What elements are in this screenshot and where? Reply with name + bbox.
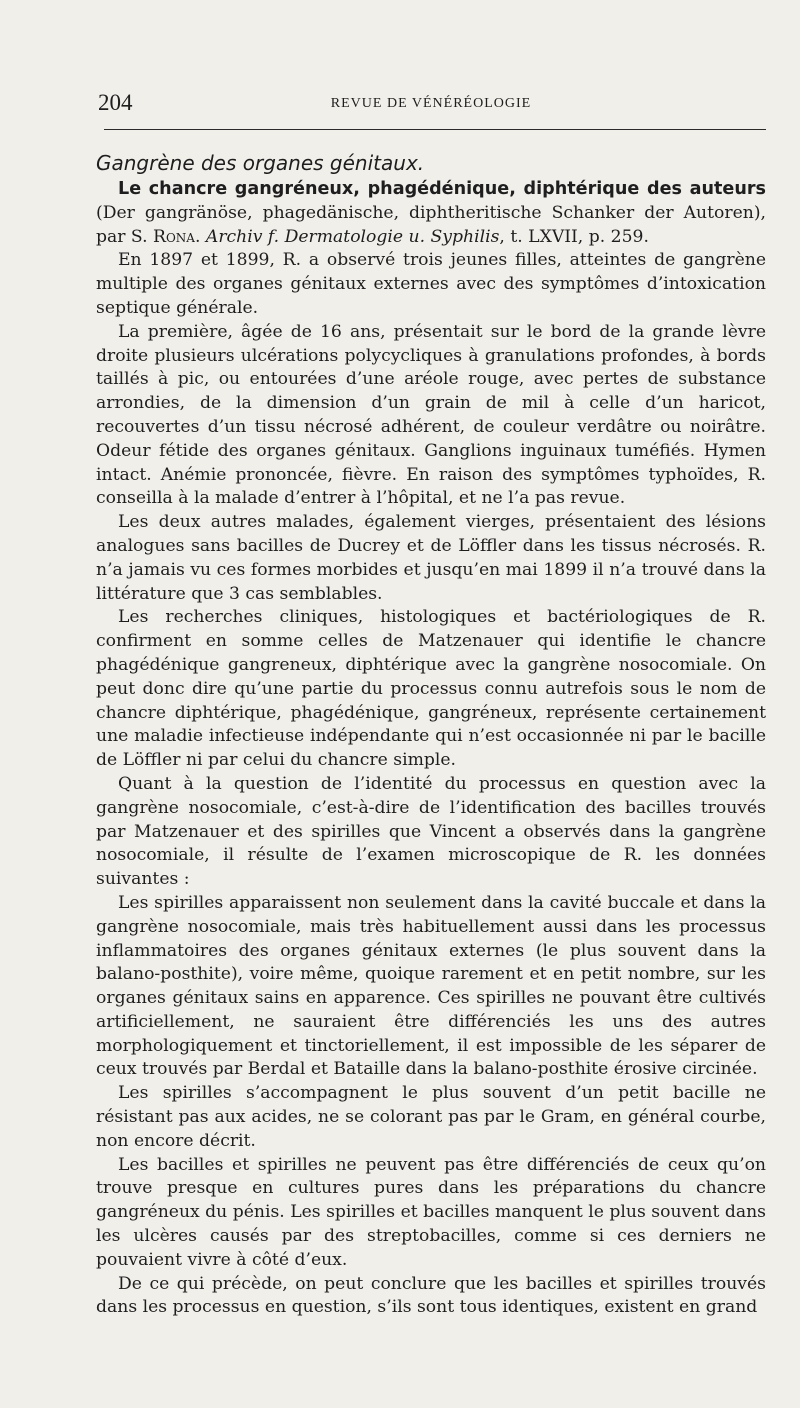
paragraph: Les spirilles s’accompagnent le plus souvent d’un petit bacille ne résistant pas aux acides, ne se colorant pas par le Gram, en général courbe, non encore décrit. <box>96 1083 766 1151</box>
header-rule <box>104 129 766 130</box>
reference-entry <box>96 178 766 249</box>
journal-name: Archiv f. Dermatologie u. Syphilis <box>205 226 500 247</box>
page-number: 204 <box>98 90 133 115</box>
paragraph: Quant à la question de l’identité du processus en question avec la gangrène nosocomiale, c’est-à-dire de l’identification des bacilles trouvés par Matzenauer et des spirilles que Vincent a observés dans la gangrène nosocomiale, il résulte de l’examen microscopique de R. les données suivantes : <box>96 773 766 890</box>
running-title: REVUE DE VÉNÉRÉOLOGIE <box>330 96 532 111</box>
paragraph: Les deux autres malades, également vierges, présentaient des lésions analogues sans bacilles de Ducrey et de Löffler dans les tissus nécrosés. R. n’a jamais vu ces formes morbides et jusqu’en mai 1899 il n’a trouvé dans la littérature que 3 cas semblables. <box>96 512 766 604</box>
page-header <box>96 90 766 120</box>
paragraph: La première, âgée de 16 ans, présentait sur le bord de la grande lèvre droite plusieurs ulcérations polycycliques à granulations profondes, à bords taillés à pic, ou entourées d’une aréole rouge, avec pertes de substance arrondies, de la dimension d’un grain de mil à celle d’un haricot, recouvertes d’un tissu nécrosé adhérent, de couleur verdâtre ou noirâtre. Odeur fétide des organes génitaux. Ganglions inguinaux tuméfiés. Hymen intact. Anémie prononcée, fièvre. En raison des symptômes typhoïdes, R. conseilla à la malade d’entrer à l’hôpital, et ne l’a pas revue. <box>96 321 766 509</box>
paragraph: Les spirilles apparaissent non seulement dans la cavité buccale et dans la gangrène nosocomiale, mais très habituellement aussi dans les processus inflammatoires des organes génitaux externes (le plus souvent dans la balano-posthite), voire même, quoique rarement et en petit nombre, sur les organes génitaux sains en apparence. Ces spirilles ne pouvant être cultivés artificiellement, ne sauraient être différenciés les uns des autres morphologiquement et tinctoriellement, il est impossible de les séparer de ceux trouvés par Berdal et Bataille dans la balano-posthite érosive circinée. <box>96 892 766 1080</box>
german-title: (Der gangränöse, phagedänische, diphtheritische Schanker der Autoren), par S. <box>96 202 766 247</box>
paragraph: Les recherches cliniques, histologiques et bactériologiques de R. confirment en somme celles de Matzenauer qui identifie le chancre phagédénique gangreneux, diphtérique avec la gangrène nosocomiale. On peut donc dire qu’une partie du processus connu autrefois sous le nom de chancre diphtérique, phagédénique, gangréneux, représente certainement une maladie infectieuse indépendante qui n’est occasionnée ni par le bacille de Löffler ni par celui du chancre simple. <box>96 607 766 771</box>
citation-details: , t. LXVII, p. 259. <box>499 226 649 247</box>
citation-separator: . <box>194 226 206 247</box>
article-body <box>96 150 766 1320</box>
author-name: Rona <box>153 226 195 247</box>
article-title: Le chancre gangréneux, phagédénique, diphtérique des auteurs <box>118 179 766 199</box>
paragraph: Les bacilles et spirilles ne peuvent pas être différenciés de ceux qu’on trouve presque en cultures pures dans les préparations du chancre gangréneux du pénis. Les spirilles et bacilles manquent le plus souvent dans les ulcères causés par des streptobacilles, comme si ces derniers ne pouvaient vivre à côté d’eux. <box>96 1154 766 1270</box>
paragraph: En 1897 et 1899, R. a observé trois jeunes filles, atteintes de gangrène multiple des organes génitaux externes avec des symptômes d’intoxication septique générale. <box>96 250 766 318</box>
section-title: Gangrène des organes génitaux. <box>96 151 425 175</box>
paragraph: De ce qui précède, on peut conclure que les bacilles et spirilles trouvés dans les processus en question, s’ils sont tous identiques, existent en grand <box>96 1273 766 1318</box>
